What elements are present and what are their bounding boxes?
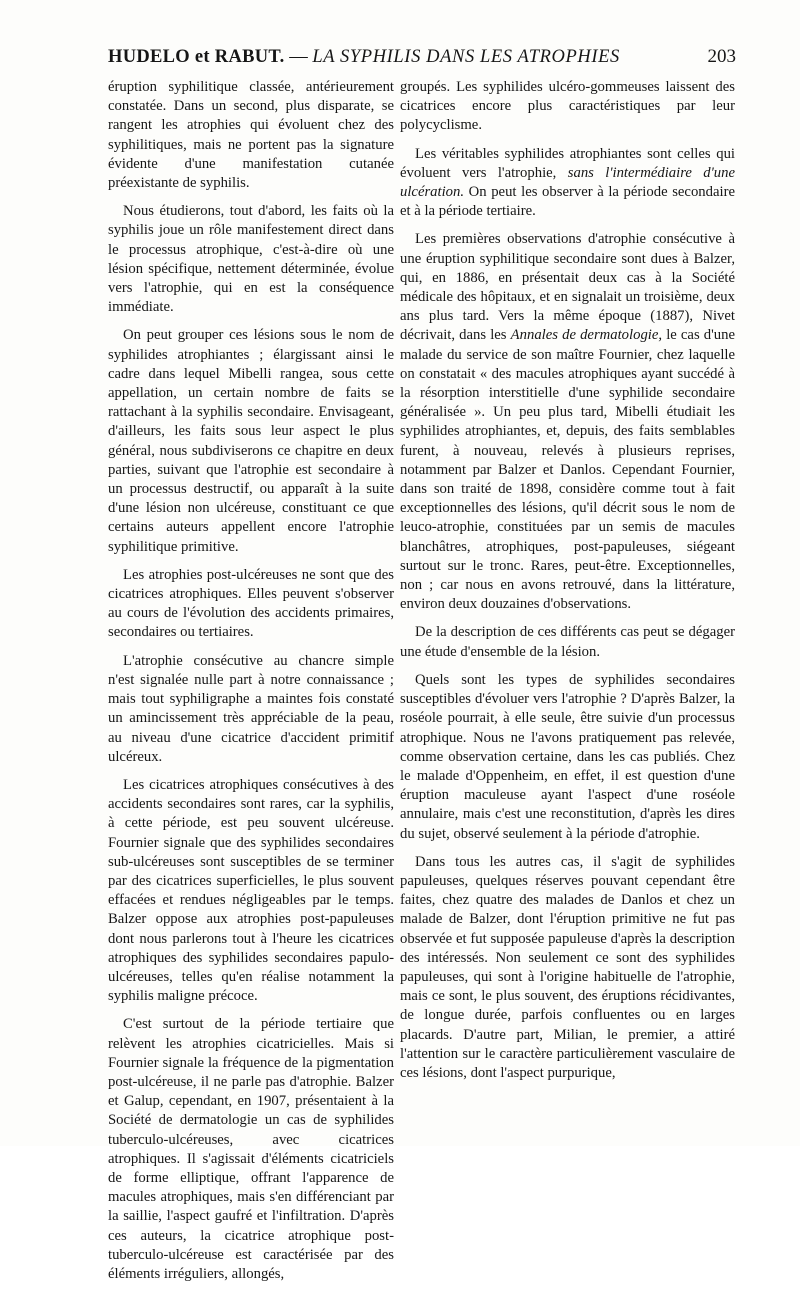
paragraph-text: On peut les observer à la période secondaire et à la période tertiaire. <box>400 184 735 220</box>
paragraph-text: Quels sont les types de syphilides secondaires susceptibles d'évoluer vers l'atrophie ? D'après Balzer, la roséole pourrait, à elle seule, être suivie d'un processus atrophique. Nous ne l'avons pratiquement pas relevée, comme observation certaine, dans les cas publiés. Chez le malade d'Oppenheim, en effet, il est question d'une éruption maculeuse ayant l'aspect d'une roséole annulaire, mais c'est une reconstitution, d'après les dires du sujet, observé seulement à la période d'atrophie. <box>400 671 735 842</box>
running-header <box>108 46 736 68</box>
header-separator: — <box>284 47 313 67</box>
paragraph-text: De la description de ces différents cas peut se dégager une étude d'ensemble de la lésion. <box>400 624 735 660</box>
right-column <box>400 78 735 1092</box>
paragraph-text: Les cicatrices atrophiques consécutives à des accidents secondaires sont rares, car la syphilis, à cette période, est peu souvent ulcéreuse. Fournier signale que des syphilides secondaires sub-ulcéreuses sont susceptibles de se terminer par des cicatrices superficielles, le plus souvent effacées et rendues négligeables par le temps. Balzer oppose aux atrophies post-papuleuses dont nous parlerons tout à l'heure les cicatrices atrophiques des syphilides secondaires papulo-ulcéreuses, telles qu'en réalise notamment la syphilis maligne précoce. <box>108 776 394 1005</box>
paragraph-text: C'est surtout de la période tertiaire que relèvent les atrophies cicatricielles. Mais si Fournier signale la fréquence de la pigmentation post-ulcéreuse, il ne parle pas d'atrophie. Balzer et Galup, cependant, en 1907, présentaient à la Société de dermatologie un cas de syphilides tuberculo-ulcéreuses, avec cicatrices atrophiques. Il s'agissait d'éléments cicatriciels de forme elliptique, offrant l'apparence de macules atrophiques, mais s'en différenciant par la saillie, l'aspect gaufré et l'infiltration. D'après ces auteurs, la cicatrice atrophique post-tuberculo-ulcéreuse est caractérisée par des éléments irréguliers, allongés, <box>108 1016 394 1282</box>
paragraph <box>108 652 394 767</box>
paragraph-text: groupés. Les syphilides ulcéro-gommeuses laissent des cicatrices encore plus caractéristiques par leur polycyclisme. <box>400 79 735 134</box>
paragraph <box>108 78 394 193</box>
paragraph <box>400 78 735 136</box>
paragraph-text: Les véritables syphilides atrophiantes sont celles qui évoluent vers l'atrophie, <box>400 145 735 181</box>
paragraph <box>108 1015 394 1284</box>
italic-text: sans l'intermédiaire d'une ulcération. <box>400 164 735 201</box>
left-column <box>108 78 394 1293</box>
paragraph <box>400 671 735 844</box>
paragraph <box>108 326 394 556</box>
paragraph-text: L'atrophie consécutive au chancre simple n'est signalée nulle part à notre connaissance ; mais tout syphiligraphe a maintes fois constaté un amincissement très appréciable de la peau, au niveau d'une cicatrice d'accident primitif ulcéreux. <box>108 652 394 765</box>
header-authors: HUDELO et RABUT. <box>108 47 285 67</box>
paragraph-text: éruption syphilitique classée, antérieurement constatée. Dans un second, plus disparate, se rangent les atrophies qui évoluent chez des syphilitiques, mais ne portent pas la signature évidente d'une manifestation cutanée préexistante de syphilis. <box>108 79 394 192</box>
paragraph-text: On peut grouper ces lésions sous le nom de syphilides atrophiantes ; élargissant ainsi le cadre dans lequel Mibelli rangea, sous cette appellation, un certain nombre de faits se rattachant à la syphilis secondaire. Envisageant, d'ailleurs, les faits sous leur aspect le plus général, nous subdiviserons ce chapitre en deux parties, suivant que l'atrophie est secondaire à un processus destructif, ou apparaît à la suite d'une lésion non ulcéreuse, constituant ce que certains auteurs appellent encore l'atrophie syphilitique primitive. <box>108 327 394 555</box>
page-number: 203 <box>707 46 736 67</box>
paragraph-text: Dans tous les autres cas, il s'agit de syphilides papuleuses, quelques réserves pouvant cependant être faites, chez quatre des malades de Danlos et chez un malade de Balzer, dont l'éruption primitive ne fut pas observée et fut supposée papuleuse d'après la description des intéressés. Non seulement ce sont des syphilides papuleuses, qui sont à l'origine habituelle de l'atrophie, mais ce sont, le plus souvent, des éruptions récidivantes, de longue durée, parfois confluentes ou en larges placards. D'autre part, Milian, le premier, a attiré l'attention sur le caractère particulièrement vasculaire de ces lésions, dont l'aspect purpurique, <box>400 853 735 1081</box>
paragraph-text: Les atrophies post-ulcéreuses ne sont que des cicatrices atrophiques. Elles peuvent s'observer au cours de l'évolution des accidents primaires, secondaires ou tertiaires. <box>108 566 394 641</box>
header-title: LA SYPHILIS DANS LES ATROPHIES <box>312 47 620 67</box>
paragraph <box>108 776 394 1006</box>
paragraph <box>108 202 394 317</box>
italic-text: Annales de dermatologie, <box>510 327 663 344</box>
paragraph <box>400 230 735 614</box>
paragraph <box>400 853 735 1083</box>
paragraph-text: le cas d'une malade du service de son maître Fournier, chez laquelle on constatait « des macules atrophiques ayant succédé à la résorption interstitielle d'une syphilide secondaire généralisée ». Un peu plus tard, Mibelli étudiait les syphilides atrophiantes, et, depuis, des faits semblables furent, à nouveau, relevés à plusieurs reprises, notamment par Balzer et Danlos. Cependant Fournier, dans son traité de 1898, considère comme tout à fait exceptionnelles des lésions, qu'il décrit sous le nom de leuco-atrophie, constituées par un semis de macules blanchâtres, atrophiques, post-papuleuses, siégeant surtout sur le tronc. Rares, peut-être. Exceptionnelles, non ; car nous en avons retrouvé, dans la littérature, environ deux douzaines d'observations. <box>400 327 735 613</box>
paragraph <box>400 145 735 222</box>
paragraph-text: Nous étudierons, tout d'abord, les faits où la syphilis joue un rôle manifestement direct dans le processus atrophique, c'est-à-dire où une lésion spécifique, nettement déterminée, évolue vers l'atrophie, qui en est la conséquence immédiate. <box>108 203 394 316</box>
paragraph <box>400 623 735 661</box>
paragraph-text: Les premières observations d'atrophie consécutive à une éruption syphilitique secondaire sont dues à Balzer, qui, en 1886, en présentait deux cas à la Société médicale des hôpitaux, et en signalait un troisième, deux ans plus tard. Vers la même époque (1887), Nivet décrivait, dans les <box>400 231 735 344</box>
paragraph <box>108 566 394 643</box>
